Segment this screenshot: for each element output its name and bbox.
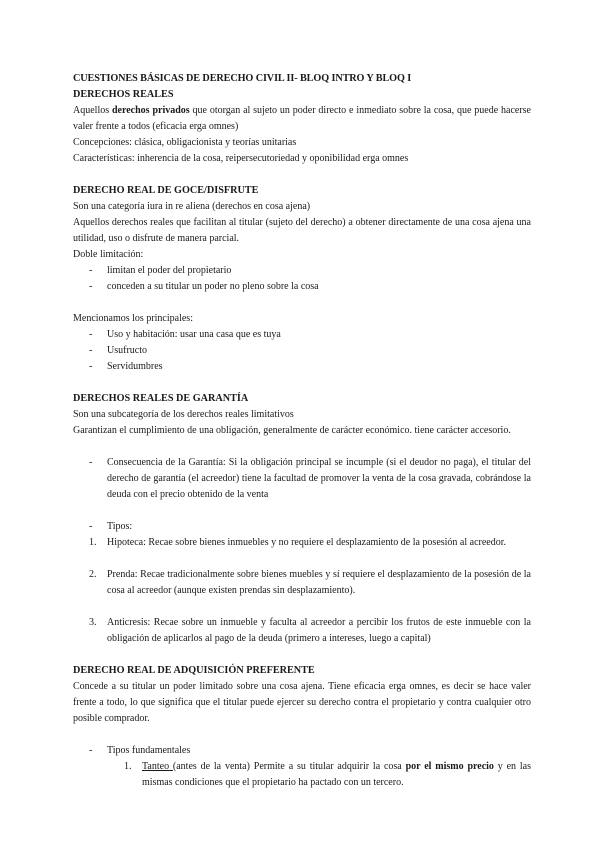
list-consecuencia (73, 455, 531, 503)
item-number: 1. (89, 537, 97, 548)
numbered-item-hipoteca (73, 535, 531, 551)
item-number: 1. (124, 761, 132, 772)
list-limitaciones (73, 263, 531, 295)
paragraph-doble-limitacion: Doble limitación: (73, 249, 144, 260)
document-page (73, 71, 531, 791)
document-title: CUESTIONES BÁSICAS DE DERECHO CIVIL II- BLOQ INTRO Y BLOQ I (73, 73, 412, 84)
numbered-item-prenda (73, 567, 531, 599)
list-item: - Tipos fundamentales (73, 743, 531, 759)
list-tipos-garantia (73, 519, 531, 535)
text-span: Aquellos (73, 105, 112, 116)
paragraph-garantizan: Garantizan el cumplimiento de una obligación, generalmente de carácter económico. tiene carácter accesorio. (73, 425, 511, 436)
bold-span: por el mismo precio (405, 761, 494, 772)
bold-span: derechos privados (111, 105, 190, 116)
text-span: (antes de la venta) Permite a su titular adquirir la cosa (172, 761, 406, 772)
list-item: - conceden a su titular un poder no pleno sobre la cosa (73, 279, 531, 295)
text-span: que otorgan al sujeto un poder directo e inmediato sobre la cosa, que puede hacerse valer frente a todos (eficacia erga omnes) (73, 105, 531, 132)
item-text: Anticresis: Recae sobre un inmueble y faculta al acreedor a percibir los frutos de este inmueble con la obligación de aplicarlos al pago de la deuda (primero a intereses, luego a capital) (107, 617, 531, 644)
list-item: - Usufructo (73, 343, 531, 359)
section-title-adquisicion-preferente: DERECHO REAL DE ADQUISICIÓN PREFERENTE (73, 665, 315, 676)
section-title-goce-disfrute: DERECHO REAL DE GOCE/DISFRUTE (73, 185, 259, 196)
paragraph-caracteristicas: Características: inherencia de la cosa, reipersecutoriedad y oponibilidad erga omnes (73, 153, 409, 164)
section-title-derechos-reales: DERECHOS REALES (73, 89, 174, 100)
paragraph-definicion (73, 103, 531, 135)
numbered-item-tanteo (73, 759, 531, 791)
paragraph-concepciones: Concepciones: clásica, obligacionista y teorías unitarias (73, 137, 297, 148)
item-number: 2. (89, 569, 97, 580)
item-text: Prenda: Recae tradicionalmente sobre bienes muebles y sí requiere el desplazamiento de la posesión de la cosa al acreedor (aunque existen prendas sin desplazamiento). (107, 569, 531, 596)
list-principales (73, 327, 531, 375)
list-item: - limitan el poder del propietario (73, 263, 531, 279)
paragraph-categoria: Son una categoría iura in re aliena (derechos en cosa ajena) (73, 201, 311, 212)
item-number: 3. (89, 617, 97, 628)
list-item: - Uso y habitación: usar una casa que es tuya (73, 327, 531, 343)
paragraph-concede: Concede a su titular un poder limitado sobre una cosa ajena. Tiene eficacia erga omnes, es decir se hace valer frente a todo, lo que significa que el titular puede ejercer su derecho contra el propietario y contra cualquier otro posible comprador. (73, 681, 531, 724)
paragraph-principales: Mencionamos los principales: (73, 313, 193, 324)
list-tipos-fundamentales (73, 743, 531, 759)
numbered-item-anticresis (73, 615, 531, 647)
paragraph-subcategoria: Son una subcategoría de los derechos reales limitativos (73, 409, 294, 420)
list-item: - Servidumbres (73, 359, 531, 375)
section-title-garantia: DERECHOS REALES DE GARANTÍA (73, 393, 249, 404)
paragraph-definicion-goce: Aquellos derechos reales que facilitan al titular (sujeto del derecho) a obtener directamente de una cosa ajena una utilidad, uso o disfrute de manera parcial. (73, 217, 531, 244)
underlined-term: Tanteo (142, 761, 173, 772)
item-text: Hipoteca: Recae sobre bienes inmuebles y no requiere el desplazamiento de la posesión al acreedor. (107, 537, 507, 548)
list-item: - Tipos: (73, 519, 531, 535)
list-item: - Consecuencia de la Garantía: Si la obligación principal se incumple (si el deudor no paga), el titular del derecho de garantía (el acreedor) tiene la facultad de promover la venta de la cosa gravada, cobrándose la deuda con el precio obtenido de la venta (73, 455, 531, 503)
text-span: y en las mismas condiciones que el propietario ha pactado con un tercero. (142, 761, 531, 788)
